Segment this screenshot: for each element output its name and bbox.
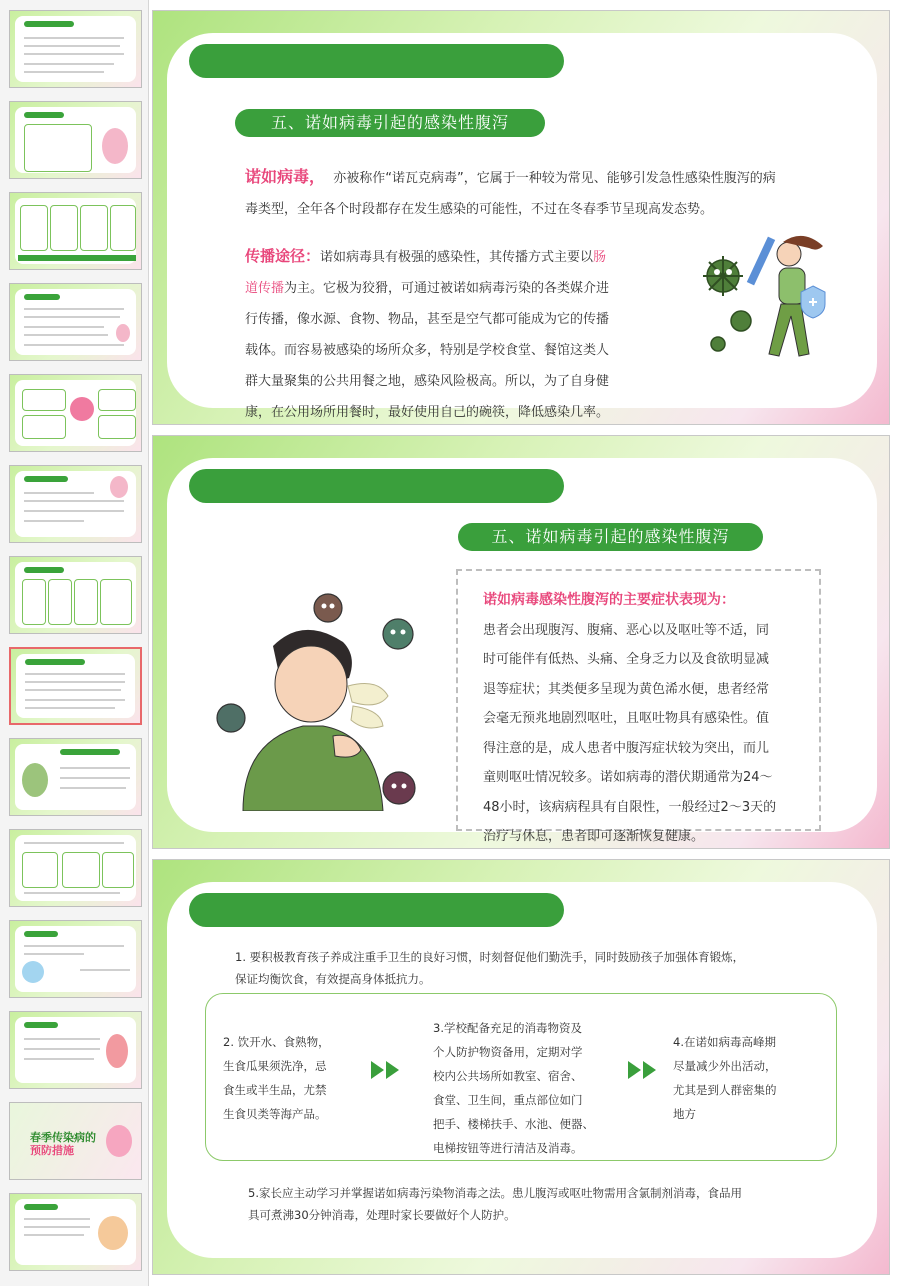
double-arrow-icon — [628, 1061, 658, 1079]
norovirus-intro: 诺如病毒， 亦被称作“诺瓦克病毒”，它属于一种较为常见、能够引发急性感染性腹泻的病 毒类型，全年各个时段都存在发生感染的可能性，不过在冬春季节呈现高发态势。 — [245, 167, 776, 217]
slide-3 — [152, 859, 890, 1275]
symptoms-text: 诺如病毒感染性腹泻的主要症状表现为： 患者会出现腹泻、腹痛、恶心以及呕吐等不适，同 时可能伴有低热、头痛、全身乏力以及食欲明显减 退等症状；其类便多呈现为黄色浠水便，患者经常 会毫无预兆地剧烈呕吐，且呕吐物具有感染性。值 得注意的是，成人患者中腹泻症状较为突出，而儿 童则呕吐情况较多。诺如病毒的潜伏期通常为24～ 48小时，该病病程具有自限性，一般经过2～3天的 治疗与休息，患者即可逐渐恢复健康。 — [483, 592, 777, 844]
section-title: 五、诺如病毒引起的感染性腹泻 — [458, 523, 763, 551]
prevention-item-2: 2. 饮开水、食熟物， 生食瓜果须洗净，忌 食生或半生品，尤禁 生食贝类等海产品。 — [223, 1035, 330, 1121]
slide-thumbnail-5[interactable] — [9, 374, 142, 452]
slide-thumbnail-3[interactable] — [9, 192, 142, 270]
header-bar — [189, 44, 564, 78]
slide-thumbnail-10[interactable] — [9, 829, 142, 907]
slide-2 — [152, 435, 890, 849]
prevention-item-5: 5.家长应主动学习并掌握诺如病毒污染物消毒之法。患儿腹泻或呕吐物需用含氯制剂消毒，食品用 具可煮沸30分钟消毒，处理时家长要做好个人防护。 — [248, 1186, 742, 1222]
prevention-item-3: 3.学校配备充足的消毒物资及 个人防护物资备用，定期对学 校内公共场所如教室、宿舍、 食堂、卫生间，重点部位如门 把手、楼梯扶手、水池、便器、 电梯按钮等进行清洁及消毒。 — [433, 1021, 594, 1155]
slide-thumbnail-6[interactable] — [9, 465, 142, 543]
slide-1 — [152, 10, 890, 425]
thumbnail-title: 春季传染病的 预防措施 — [30, 1131, 96, 1157]
section-title: 五、诺如病毒引起的感染性腹泻 — [235, 109, 545, 137]
slide-thumbnail-12[interactable] — [9, 1011, 142, 1089]
header-bar — [189, 893, 564, 927]
slide-thumbnail-11[interactable] — [9, 920, 142, 998]
slide-thumbnail-1[interactable] — [9, 10, 142, 88]
girl-fighting-virus-illustration — [693, 216, 843, 391]
transmission-paragraph: 传播途径：诺如病毒具有极强的感染性，其传播方式主要以肠 道传播为主。它极为狡猾，可通过被诺如病毒污染的各类媒介进 行传播，像水源、食物、物品，甚至是空气都可能成为它的传播 载体。而容易被感染的场所众多，特别是学校食堂、餐馆这类人 群大量聚集的公共用餐之地，感染风险极高。所以，为了自身健 康，在公用场所用餐时，最好使用自己的碗筷，降低感染几率。 — [245, 247, 610, 420]
slide-thumbnail-4[interactable] — [9, 283, 142, 361]
slide-thumbnail-14[interactable] — [9, 1193, 142, 1271]
prevention-item-1: 1. 要积极教育孩子养成注重手卫生的良好习惯，时刻督促他们勤洗手，同时鼓励孩子加强体育锻炼， 保证均衡饮食，有效提高身体抵抗力。 — [235, 950, 745, 986]
slide-thumbnail-8-current[interactable] — [9, 647, 142, 725]
sick-boy-illustration — [203, 566, 443, 811]
prevention-item-4: 4.在诺如病毒高峰期 尽量减少外出活动， 尤其是到人群密集的 地方 — [673, 1035, 777, 1121]
header-bar — [189, 469, 564, 503]
slide-thumbnail-7[interactable] — [9, 556, 142, 634]
slide-thumbnail-13[interactable] — [9, 1102, 142, 1180]
slide-thumbnail-2[interactable] — [9, 101, 142, 179]
double-arrow-icon — [371, 1061, 401, 1079]
slide-thumbnail-9[interactable] — [9, 738, 142, 816]
slide-thumbnail-sidebar — [0, 0, 149, 1286]
